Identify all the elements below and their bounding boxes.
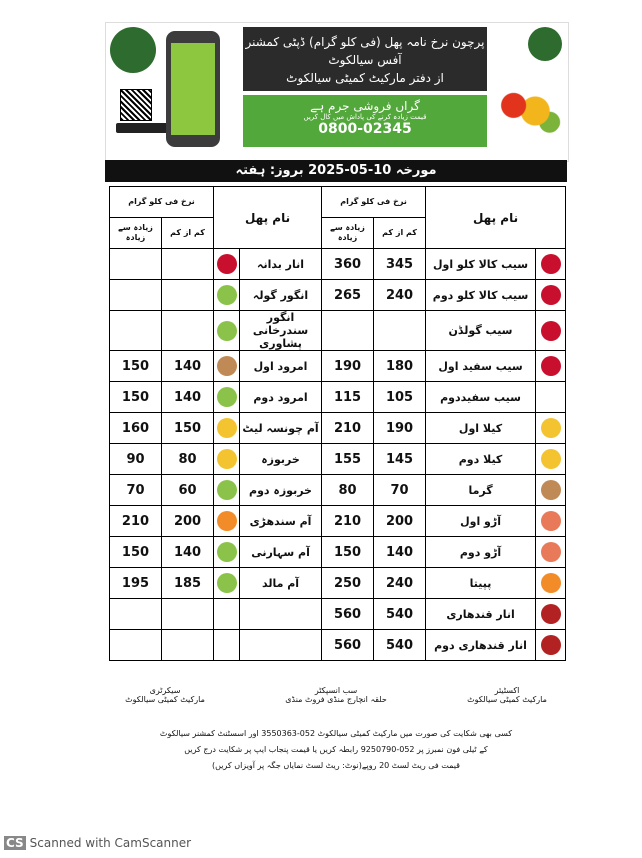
right-name-header: نام پھل <box>426 187 566 249</box>
fruit-image-icon <box>541 573 561 593</box>
left-min-price <box>162 249 214 280</box>
left-fruit-icon <box>214 568 240 599</box>
table-row <box>110 630 566 661</box>
left-max-price <box>110 311 162 351</box>
left-fruit-icon <box>214 280 240 311</box>
fruit-image-icon <box>541 285 561 305</box>
right-fruit-icon <box>536 630 566 661</box>
right-max-price: 150 <box>322 537 374 568</box>
left-fruit-icon <box>214 475 240 506</box>
fruit-image-icon <box>217 387 237 407</box>
left-fruit-name: آم سہارنی <box>240 537 322 568</box>
scanner-watermark <box>4 836 191 850</box>
right-min-price: 345 <box>374 249 426 280</box>
left-fruit-icon <box>214 311 240 351</box>
left-max-price <box>110 249 162 280</box>
right-fruit-name: گرما <box>426 475 536 506</box>
right-max-price: 155 <box>322 444 374 475</box>
right-fruit-icon <box>536 537 566 568</box>
right-max-price: 265 <box>322 280 374 311</box>
right-min-price: 145 <box>374 444 426 475</box>
inspector-title: سب انسپکٹر <box>314 686 358 695</box>
left-min-price: 80 <box>162 444 214 475</box>
right-max-price: 80 <box>322 475 374 506</box>
signature-scribble-icon <box>276 662 396 686</box>
left-fruit-name: انار بدانہ <box>240 249 322 280</box>
left-fruit-name: امرود اول <box>240 351 322 382</box>
left-fruit-name <box>240 630 322 661</box>
left-max-price: 150 <box>110 351 162 382</box>
title-box <box>243 27 487 91</box>
left-fruit-icon <box>214 249 240 280</box>
fruit-image-icon <box>541 254 561 274</box>
fruit-image-icon <box>541 542 561 562</box>
right-min-price: 70 <box>374 475 426 506</box>
right-min-price: 180 <box>374 351 426 382</box>
left-max-price <box>110 630 162 661</box>
left-min-price: 140 <box>162 351 214 382</box>
secretary-sub: مارکیٹ کمیٹی سیالکوٹ <box>125 695 205 704</box>
qr-code-icon <box>120 89 152 121</box>
right-fruit-name: سیب کالا کلو دوم <box>426 280 536 311</box>
left-max-price: 210 <box>110 506 162 537</box>
right-max-price <box>322 311 374 351</box>
secretary-title: سیکرٹری <box>149 686 181 695</box>
left-fruit-name: آم مالد <box>240 568 322 599</box>
hotline-number: 0800-02345 <box>318 121 412 137</box>
fruit-image-icon <box>217 542 237 562</box>
right-fruit-name: سیب کالا کلو اول <box>426 249 536 280</box>
left-fruit-name: امرود دوم <box>240 382 322 413</box>
inspector-sub: حلقہ انچارج منڈی فروٹ منڈی <box>285 695 387 704</box>
right-per-kg-header: نرخ فی کلو گرام <box>322 187 426 218</box>
left-max-price: 150 <box>110 382 162 413</box>
fruit-basket-image <box>492 83 564 139</box>
right-max-price: 250 <box>322 568 374 599</box>
supervisor-title: اکسٹیئر <box>494 686 520 695</box>
right-fruit-icon <box>536 382 566 413</box>
right-fruit-name: انار قندھاری <box>426 599 536 630</box>
left-fruit-name: آم چونسہ لیٹ <box>240 413 322 444</box>
app-store-badges-icon <box>116 123 172 133</box>
left-fruit-name: انگور سندرخانی پشاوری <box>240 311 322 351</box>
left-max-price: 195 <box>110 568 162 599</box>
left-min-price <box>162 280 214 311</box>
fruit-image-icon <box>541 418 561 438</box>
left-max-price: 160 <box>110 413 162 444</box>
fruit-image-icon <box>217 480 237 500</box>
left-max-price: 70 <box>110 475 162 506</box>
right-min-header: کم از کم <box>374 218 426 249</box>
fruit-image-icon <box>541 480 561 500</box>
header-banner <box>105 22 569 162</box>
left-min-price <box>162 311 214 351</box>
fruit-image-icon <box>541 321 561 341</box>
fruit-image-icon <box>541 449 561 469</box>
left-fruit-icon <box>214 444 240 475</box>
table-row <box>110 475 566 506</box>
hotline-box <box>243 95 487 147</box>
table-row <box>110 311 566 351</box>
left-max-price: 90 <box>110 444 162 475</box>
left-min-price: 200 <box>162 506 214 537</box>
right-min-price: 240 <box>374 280 426 311</box>
table-row <box>110 506 566 537</box>
scanner-text: Scanned with CamScanner <box>29 836 192 850</box>
right-fruit-name: سیب سفید اول <box>426 351 536 382</box>
title-line2: از دفتر مارکیٹ کمیٹی سیالکوٹ <box>286 71 444 85</box>
left-fruit-icon <box>214 351 240 382</box>
left-fruit-name <box>240 599 322 630</box>
table-row <box>110 249 566 280</box>
left-min-price: 150 <box>162 413 214 444</box>
right-fruit-icon <box>536 311 566 351</box>
right-fruit-icon <box>536 280 566 311</box>
right-max-price: 360 <box>322 249 374 280</box>
fruit-image-icon <box>217 356 237 376</box>
left-fruit-icon <box>214 382 240 413</box>
table-row <box>110 568 566 599</box>
table-row <box>110 537 566 568</box>
right-max-price: 210 <box>322 413 374 444</box>
left-fruit-name: خربوزہ دوم <box>240 475 322 506</box>
right-min-price: 240 <box>374 568 426 599</box>
left-fruit-icon <box>214 599 240 630</box>
right-fruit-icon <box>536 475 566 506</box>
supervisor-sub: مارکیٹ کمیٹی سیالکوٹ <box>467 695 547 704</box>
left-min-price: 60 <box>162 475 214 506</box>
right-fruit-icon <box>536 568 566 599</box>
right-min-price: 140 <box>374 537 426 568</box>
fruit-image-icon <box>217 573 237 593</box>
right-min-price: 200 <box>374 506 426 537</box>
right-min-price: 540 <box>374 599 426 630</box>
fruit-image-icon <box>217 321 237 341</box>
left-fruit-name: انگور گولہ <box>240 280 322 311</box>
right-max-price: 190 <box>322 351 374 382</box>
right-min-price: 540 <box>374 630 426 661</box>
table-row <box>110 599 566 630</box>
table-row <box>110 444 566 475</box>
signature-scribble-icon <box>105 662 225 686</box>
punjab-emblem-icon <box>110 27 156 73</box>
table-row <box>110 280 566 311</box>
left-fruit-icon <box>214 506 240 537</box>
fruit-image-icon <box>217 511 237 531</box>
fruit-image-icon <box>541 356 561 376</box>
right-max-price: 560 <box>322 630 374 661</box>
date-bar: مورخہ 10-05-2025 بروز: ہفتہ <box>105 160 567 182</box>
right-fruit-name: آڑو دوم <box>426 537 536 568</box>
footer-line3: قیمت فی ریٹ لسٹ 20 روپے(نوٹ: ریٹ لسٹ نمایاں جگہ پر آویزاں کریں) <box>211 761 461 770</box>
right-fruit-name: انار قندھاری دوم <box>426 630 536 661</box>
left-max-header: زیادہ سے زیادہ <box>110 218 162 249</box>
footer-line1: کسی بھی شکایت کی صورت میں مارکیٹ کمیٹی سیالکوٹ 052-3550363 اور اسسٹنٹ کمشنر سیالکوٹ <box>159 729 513 738</box>
right-fruit-name: سیب گولڈن <box>426 311 536 351</box>
complaint-note: قیمت زیادہ کرنے کی پاداش میں کال کریں <box>303 113 427 121</box>
fruit-image-icon <box>541 511 561 531</box>
right-min-price: 190 <box>374 413 426 444</box>
left-min-price: 140 <box>162 382 214 413</box>
right-fruit-name: سیب سفیددوم <box>426 382 536 413</box>
phone-app-image <box>166 31 220 147</box>
left-min-price: 140 <box>162 537 214 568</box>
signature-block <box>105 662 567 722</box>
left-fruit-icon <box>214 413 240 444</box>
supervisor-signature <box>447 662 567 704</box>
footer-notice <box>105 726 567 774</box>
fruit-image-icon <box>541 635 561 655</box>
right-fruit-icon <box>536 351 566 382</box>
right-fruit-name: آڑو اول <box>426 506 536 537</box>
slogan: گراں فروشی جرم ہے <box>310 99 420 113</box>
left-max-price <box>110 599 162 630</box>
title-line1: پرچون نرخ نامہ پھل (فی کلو گرام) ڈپٹی کمشنر آفس سیالکوٹ <box>245 35 485 67</box>
table-row <box>110 351 566 382</box>
left-per-kg-header: نرخ فی کلو گرام <box>110 187 214 218</box>
left-min-price <box>162 630 214 661</box>
right-max-price: 560 <box>322 599 374 630</box>
right-fruit-icon <box>536 599 566 630</box>
government-seal-icon <box>528 27 562 61</box>
right-max-header: زیادہ سے زیادہ <box>322 218 374 249</box>
inspector-signature <box>276 662 396 704</box>
left-max-price <box>110 280 162 311</box>
right-max-price: 115 <box>322 382 374 413</box>
signature-scribble-icon <box>447 662 567 686</box>
left-fruit-icon <box>214 630 240 661</box>
left-max-price: 150 <box>110 537 162 568</box>
right-min-price: 105 <box>374 382 426 413</box>
right-max-price: 210 <box>322 506 374 537</box>
left-name-header: نام پھل <box>214 187 322 249</box>
fruit-image-icon <box>217 254 237 274</box>
fruit-image-icon <box>217 418 237 438</box>
left-fruit-name: خربوزہ <box>240 444 322 475</box>
left-fruit-icon <box>214 537 240 568</box>
right-min-price <box>374 311 426 351</box>
right-fruit-name: پپیتا <box>426 568 536 599</box>
fruit-image-icon <box>541 604 561 624</box>
price-table <box>109 186 566 661</box>
right-fruit-icon <box>536 444 566 475</box>
right-fruit-icon <box>536 249 566 280</box>
footer-line2: کے ٹیلی فون نمبرز پر 052-9250790 رابطہ کریں یا قیمت پنجاب ایپ پر شکایت درج کریں <box>184 745 488 754</box>
secretary-signature <box>105 662 225 704</box>
right-fruit-icon <box>536 413 566 444</box>
right-fruit-name: کیلا دوم <box>426 444 536 475</box>
left-fruit-name: آم سندھڑی <box>240 506 322 537</box>
camscanner-icon: CS <box>6 836 24 850</box>
table-row <box>110 413 566 444</box>
fruit-image-icon <box>217 449 237 469</box>
left-min-price <box>162 599 214 630</box>
right-fruit-name: کیلا اول <box>426 413 536 444</box>
left-min-price: 185 <box>162 568 214 599</box>
right-fruit-icon <box>536 506 566 537</box>
left-min-header: کم از کم <box>162 218 214 249</box>
table-row <box>110 382 566 413</box>
fruit-image-icon <box>217 285 237 305</box>
